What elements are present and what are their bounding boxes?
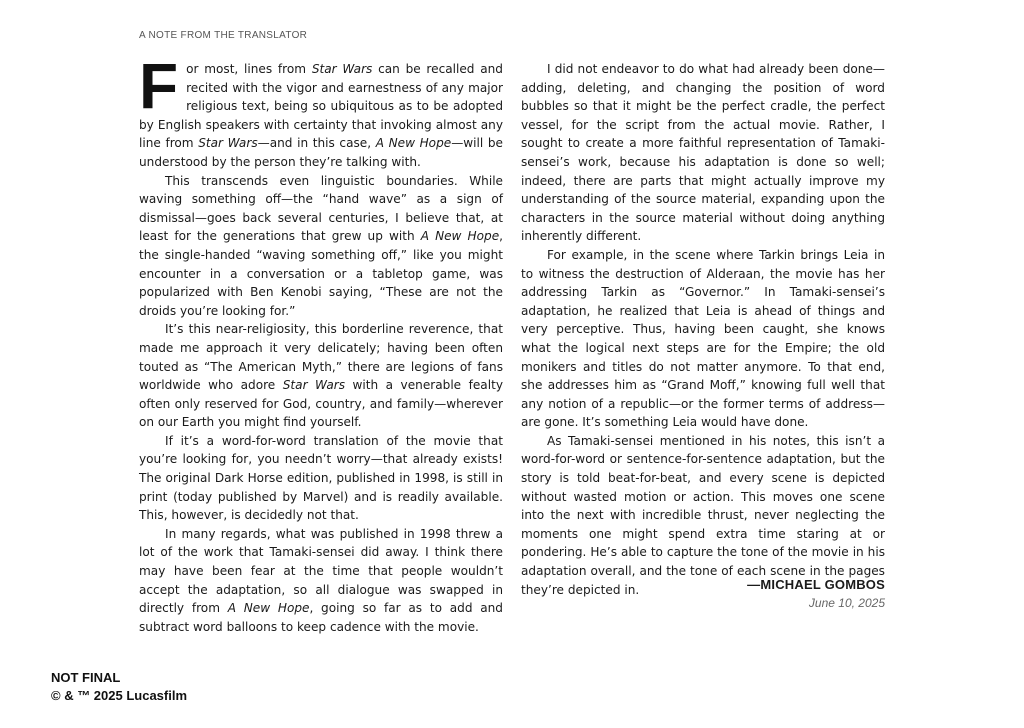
paragraph-2 xyxy=(139,172,503,321)
text-run: In many regards, what was published in 1998 threw a lot of the work that Tamaki-sensei did away. I think there may have been fear at the time that people wouldn’t accept the adaptation, so all dialogue was swapped in directly from xyxy=(139,526,503,616)
text-run: can be recalled and recited with the vigor and earnestness of any major religious text, being so ubiquitous as to be adopted by English speakers with certainty that invoking almost any line from xyxy=(139,62,503,151)
title-italic: Star Wars xyxy=(311,62,373,76)
text-run: This transcends even linguistic boundaries. While waving something off—the “hand wave” as a sign of dismissal—goes back several centuries, I believe that, at least for the generations that grew up with xyxy=(139,173,503,244)
text-run: or most, lines from xyxy=(186,62,312,76)
right-column xyxy=(521,60,885,599)
text-run: , going so far as to add and subtract word balloons to keep cadence with the movie. xyxy=(139,601,503,634)
paragraph-8: As Tamaki-sensei mentioned in his notes, this isn’t a word-for-word or sentence-for-sentence adaptation, but the story is told beat-for-beat, and every scene is depicted without wasted motion or action. This moves one scene into the next with incredible thrust, never neglecting the moments one might spend extra time staring at or pondering. He’s able to capture the tone of the movie in his adaptation overall, and the tone of each scene in the pages they’re depicted in. xyxy=(521,433,885,597)
title-italic: Star Wars xyxy=(282,378,346,393)
signature-block xyxy=(521,576,885,612)
text-run: —and in this case, xyxy=(257,136,376,151)
section-header: A NOTE FROM THE TRANSLATOR xyxy=(139,30,308,41)
title-italic: Star Wars xyxy=(198,136,258,151)
text-run: If it’s a word-for-word translation of the movie that you’re looking for, you needn’t worry—that already exists! The original Dark Horse edition, published in 1998, is still in print (today published by Marvel) and is readily available. This, however, is decidedly not that. xyxy=(139,433,503,523)
left-column xyxy=(139,50,503,636)
title-italic: A New Hope xyxy=(420,229,500,244)
paragraph-3 xyxy=(139,320,503,432)
paragraph-7: For example, in the scene where Tarkin brings Leia in to witness the destruction of Alderaan, the movie has her addressing Tarkin as “Governor.” In Tamaki-sensei’s adaptation, he realized that Leia is ahead of things and very perceptive. Thus, having been caught, she knows what the logical next steps are for the Empire; the old monikers and titles do not matter anymore. To that end, she addresses him as “Grand Moff,” knowing full well that any notion of a republic—or the former terms of address—are gone. It’s something Leia would have done. xyxy=(521,247,885,430)
copyright-line: © & ™ 2025 Lucasfilm xyxy=(51,688,188,703)
title-italic: A New Hope xyxy=(375,136,452,151)
drop-cap: F xyxy=(139,50,179,122)
footer-notice xyxy=(51,669,187,705)
author-name: —MICHAEL GOMBOS xyxy=(747,577,885,592)
draft-label: NOT FINAL xyxy=(51,670,121,685)
signature-date: June 10, 2025 xyxy=(808,596,885,610)
paragraph-4 xyxy=(139,432,503,525)
text-run: —will be understood by the person they’re talking with. xyxy=(139,136,503,169)
paragraph-5 xyxy=(139,525,503,637)
paragraph-1 xyxy=(139,50,503,172)
paragraph-6: I did not endeavor to do what had already been done—adding, deleting, and changing the position of word bubbles so that it might be the perfect cradle, the perfect vessel, for the script from the actual movie. Rather, I sought to create a more faithful representation of Tamaki-sensei’s work, because his adaptation is done so well; indeed, there are parts that might actually improve my understanding of the source material, expanding upon the characters in the source material without doing anything inherently different. xyxy=(521,62,885,244)
text-run: It’s this near-religiosity, this borderline reverence, that made me approach it very delicately; having been often touted as “The American Myth,” there are legions of fans worldwide who adore xyxy=(139,322,503,393)
text-run: with a venerable fealty often only reserved for God, country, and family—wherever on our Earth you might find yourself. xyxy=(139,378,503,430)
text-run: , the single-handed “waving something off,” like you might encounter in a conversation or a tabletop game, was popularized with Ben Kenobi saying, “These are not the droids you’re looking for.” xyxy=(139,229,503,318)
title-italic: A New Hope xyxy=(227,601,310,616)
